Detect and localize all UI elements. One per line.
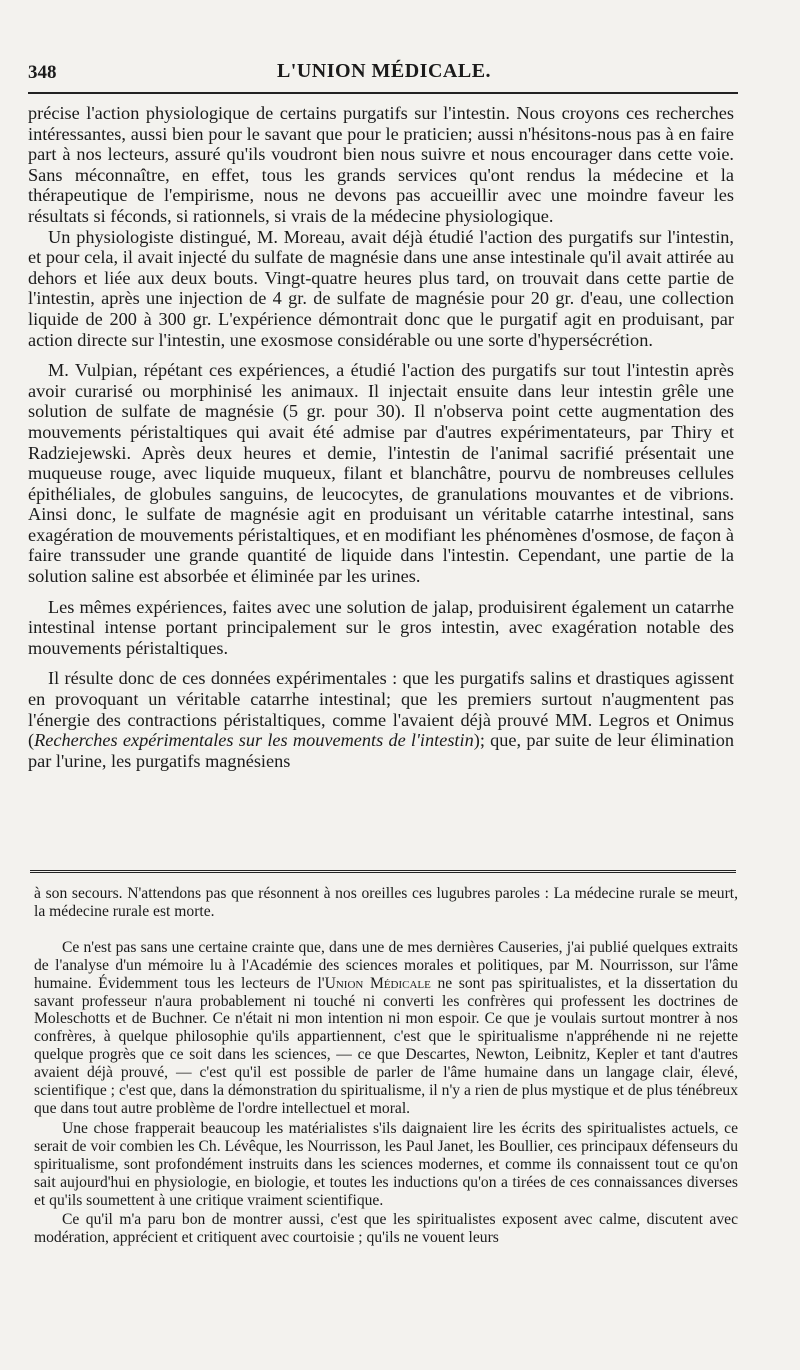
header-rule (28, 92, 738, 94)
feuilleton-separator (30, 870, 736, 873)
running-title: L'UNION MÉDICALE. (276, 60, 492, 82)
text-run: ne sont pas spiritualistes, et la dissertation du savant professeur n'aura probablement ni touché ni converti les confrères qui professent les doctrines de Moleschotts et de Buchner. Ce n'était ni mon intention ni mon espoir. Ce que je voulais surtout montrer à nos confrères, à quelque philosophie qu'ils appartiennent, c'est que le spiritualisme n'appréhende ni ne rejette quelque progrès que ce soit dans les sciences, — ce que Descartes, Newton, Leibnitz, Kepler et tant d'autres avaient déjà prouvé, — c'est qu'il est possible de parler de l'âme humaine dans un langage clair, élevé, scientifique ; c'est que, dans la démonstration du spiritualisme, il n'y a rien de plus mystique et de plus ténébreux que dans tout autre problème de l'ordre intellectuel et moral. (34, 974, 738, 1117)
text-run: ); que, par suite de leur élimination par l'urine, les purgatifs magnésiens (28, 730, 734, 771)
paragraph (34, 939, 738, 1118)
journal-name: Union Médicale (324, 974, 431, 992)
paragraph: M. Vulpian, répétant ces expériences, a étudié l'action des purgatifs sur tout l'intestin après avoir curarisé ou morphinisé les animaux. Il injectait ensuite dans leur intestin grêle une solution de sulfate de magnésie (5 gr. pour 30). Il n'observa point cette augmentation des mouvements péristaltiques qui avait été admise par d'autres expérimentateurs, par Thiry et Radziejewski. Après deux heures et demie, l'intestin de l'animal sacrifié présentait une muqueuse rouge, avec liquide muqueux, filant et blanchâtre, pourvu de nombreuses cellules épithéliales, de globules sanguins, de leucocytes, de granulations mouvantes et de vibrions. Ainsi donc, le sulfate de magnésie agit en produisant un véritable catarrhe intestinal, sans exagération de mouvements péristaltiques, et en modifiant les phénomènes d'osmose, de façon à faire transsuder une grande quantité de liquide dans l'intestin. Cependant, une partie de la solution saline est absorbée et éliminée par les urines. (28, 360, 734, 587)
cited-title: Recherches expérimentales sur les mouvements de l'intestin (34, 730, 474, 751)
feuilleton-section (34, 885, 738, 1247)
paragraph: Un physiologiste distingué, M. Moreau, avait déjà étudié l'action des purgatifs sur l'intestin, et pour cela, il avait injecté du sulfate de magnésie dans une anse intestinale qu'il avait attirée au dehors et liée aux deux bouts. Vingt-quatre heures plus tard, on trouvait dans cette partie de l'intestin, après une injection de 4 gr. de sulfate de magnésie pour 20 gr. d'eau, une collection liquide de 200 à 300 gr. L'expérience démontrait donc que le purgatif agit en produisant, par action directe sur l'intestin, une exosmose considérable ou une sorte d'hypersécrétion. (28, 226, 734, 350)
paragraph: Ce qu'il m'a paru bon de montrer aussi, c'est que les spiritualistes exposent avec calme, discutent avec modération, apprécient et critiquent avec courtoisie ; qu'ils ne vouent leurs (34, 1211, 738, 1247)
paragraph (28, 668, 734, 771)
page-number: 348 (28, 62, 57, 83)
paragraph: Les mêmes expériences, faites avec une solution de jalap, produisirent également un catarrhe intestinal intense portant principalement sur le gros intestin, avec exagération notable des mouvements péristaltiques. (28, 596, 734, 658)
paragraph: à son secours. N'attendons pas que résonnent à nos oreilles ces lugubres paroles : La médecine rurale se meurt, la médecine rurale est morte. (34, 885, 738, 920)
text-run: Ce n'est pas sans une certaine crainte que, dans une de mes dernières Causeries, j'ai publié quelques extraits de l'analyse d'un mémoire lu à l'Académie des sciences morales et politiques, par M. Nourrisson, sur l'âme humaine. Évidemment tous les lecteurs de l' (34, 938, 738, 992)
page-header (28, 56, 740, 90)
main-article (28, 103, 734, 771)
paragraph: précise l'action physiologique de certains purgatifs sur l'intestin. Nous croyons ces recherches intéressantes, aussi bien pour le savant que pour le praticien; aussi n'hésitons-nous pas à en faire part à nos lecteurs, assuré qu'ils voudront bien nous suivre et nous encourager dans cette voie. Sans méconnaître, en effet, tous les grands services qu'ont rendus la médecine et la thérapeutique de l'empirisme, nous ne devons pas accueillir avec une moindre faveur les résultats si féconds, si rationnels, si vrais de la médecine physiologique. (28, 103, 734, 226)
text-run: Il résulte donc de ces données expérimentales : que les purgatifs salins et drastiques agissent en provoquant un véritable catarrhe intestinal; que les premiers surtout n'augmentent pas l'énergie des contractions péristaltiques, comme l'avaient déjà prouvé MM. Legros et Onimus ( (28, 668, 734, 751)
paragraph: Une chose frapperait beaucoup les matérialistes s'ils daignaient lire les écrits des spiritualistes actuels, ce serait de voir combien les Ch. Lévêque, les Nourrisson, les Paul Janet, les Boullier, ces principaux défenseurs du spiritualisme, sont profondément instruits dans les sciences modernes, et comme ils connaissent tout ce qu'on sait aujourd'hui en physiologie, en biologie, et toutes les inductions qu'on a tirées de ces connaissances diverses et qu'ils soumettent à une critique vraiment scientifique. (34, 1119, 738, 1209)
